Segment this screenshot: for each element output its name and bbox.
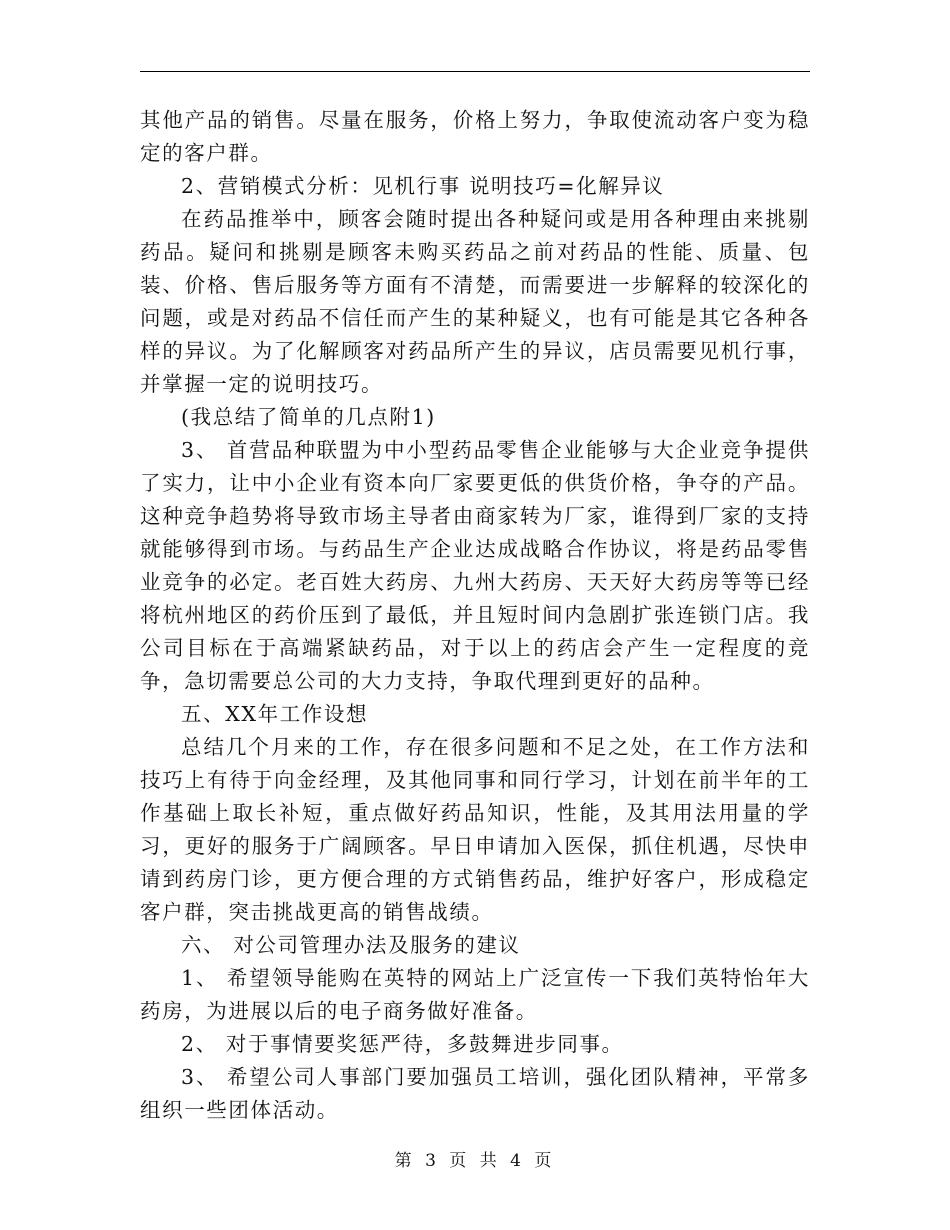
paragraph: 3、 希望公司人事部门要加强员工培训，强化团队精神，平常多组织一些团体活动。 <box>140 1065 810 1122</box>
paragraph: 2、营销模式分析：见机行事 说明技巧=化解异议 <box>181 174 665 198</box>
paragraph: 2、 对于事情要奖惩严待，多鼓舞进步同事。 <box>181 1032 624 1056</box>
paragraph: 其他产品的销售。尽量在服务，价格上努力，争取使流动客户变为稳定的客户群。 <box>140 108 810 165</box>
paragraph: 总结几个月来的工作，存在很多问题和不足之处，在工作方法和技巧上有待于向金经理，及其他同事和同行学习，计划在前半年的工作基础上取长补短，重点做好药品知识，性能，及其用法用量的学习，更好的服务于广阔顾客。早日申请加入医保，抓住机遇，尽快申请到药房门诊，更方便合理的方式销售药品，维护好客户，形成稳定客户群，突击挑战更高的销售战绩。 <box>140 735 810 924</box>
page-number: 第 3 页 共 4 页 <box>394 1151 556 1171</box>
paragraph: 1、 希望领导能购在英特的网站上广泛宣传一下我们英特怡年大药房，为进展以后的电子商务做好准备。 <box>140 966 810 1023</box>
section-heading: 五、XX年工作设想 <box>181 702 369 726</box>
paragraph: 3、 首营品种联盟为中小型药品零售企业能够与大企业竞争提供了实力，让中小企业有资本向厂家要更低的供货价格，争夺的产品。这种竞争趋势将导致市场主导者由商家转为厂家，谁得到厂家的支持就能够得到市场。与药品生产企业达成战略合作协议，将是药品零售业竞争的必定。老百姓大药房、九州大药房、天天好大药房等等已经将杭州地区的药价压到了最低，并且短时间内急剧扩张连锁门店。我公司目标在于高端紧缺药品，对于以上的药店会产生一定程度的竞争，急切需要总公司的大力支持，争取代理到更好的品种。 <box>140 438 810 693</box>
paragraph: (我总结了简单的几点附1) <box>181 405 436 429</box>
header-rule <box>140 71 810 72</box>
paragraph: 在药品推举中，顾客会随时提出各种疑问或是用各种理由来挑剔药品。疑问和挑剔是顾客未购买药品之前对药品的性能、质量、包装、价格、售后服务等方面有不清楚，而需要进一步解释的较深化的问题，或是对药品不信任而产生的某种疑义，也有可能是其它各种各样的异议。为了化解顾客对药品所产生的异议，店员需要见机行事，并掌握一定的说明技巧。 <box>140 207 810 396</box>
document-body <box>140 104 810 1127</box>
section-heading: 六、 对公司管理办法及服务的建议 <box>181 933 521 957</box>
